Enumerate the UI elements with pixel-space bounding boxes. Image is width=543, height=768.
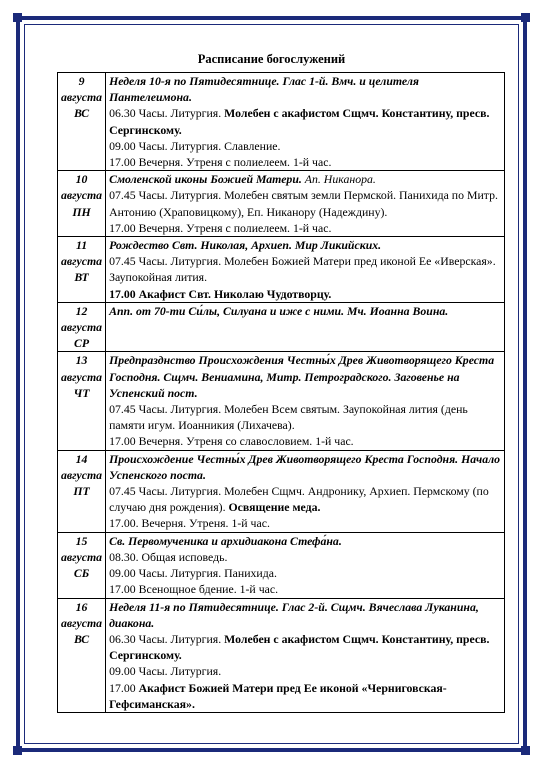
date-weekday: ВТ (74, 270, 89, 285)
service-text: 17.00 Вечерня. Утреня со славословием. 1-й час. (109, 434, 354, 449)
service-cell (106, 450, 505, 532)
date-cell (58, 171, 106, 237)
service-text: 06.30 Часы. Литургия. (109, 106, 225, 121)
date-month: августа (61, 188, 103, 203)
schedule-row (58, 73, 505, 171)
service-text: 17.00. Вечерня. Утреня. 1-й час. (109, 516, 270, 531)
service-line (109, 401, 501, 433)
service-text: 07.45 Часы. Литургия. Молебен Всем святым. Заупокойная лития (день памяти игум. Иоанникия (Лихачева). (109, 402, 468, 433)
service-highlight: Акафист Божией Матери пред Ее иконой «Черниговская-Гефсиманская». (109, 680, 447, 711)
service-text: 07.45 Часы. Литургия. Молебен Божией Матери пред иконой Ее «Иверская». Заупокойная лития. (109, 254, 496, 285)
date-month: августа (61, 90, 103, 105)
service-text: 09.00 Часы. Литургия. Славление. (109, 138, 281, 153)
service-line (109, 138, 501, 154)
service-text: 17.00 Вечерня. Утреня с полиелеем. 1-й час. (109, 155, 332, 170)
date-day: 12 (75, 303, 88, 318)
feast-title (109, 352, 501, 401)
schedule-row (58, 598, 505, 712)
date-day: 11 (75, 238, 88, 253)
service-text: 07.45 Часы. Литургия. Молебен святым земли Пермской. Панихида по Митр. Антонию (Храповицкому), Еп. Никанору (Надеждину). (109, 188, 498, 219)
border-corner-ornament (521, 746, 530, 755)
date-cell (58, 532, 106, 598)
schedule-row (58, 532, 505, 598)
feast-name: Предпразднство Происхождения Честны́х Древ Животворящего Креста Господня. Сщмч. Вениамина, Митр. Петроградского. Заговенье на Успенский пост. (109, 353, 495, 400)
feast-additional: Ап. Никанора. (301, 172, 376, 187)
feast-title (109, 533, 501, 549)
schedule-table (57, 72, 505, 713)
service-line (109, 286, 501, 302)
service-highlight: Молебен с акафистом Сщмч. Константину, пресв. Сергинскому. (109, 631, 490, 663)
feast-name: Апп. от 70-ти Си́лы, Силуана и иже с ними. Мч. Иоанна Воина. (109, 303, 449, 318)
service-line (109, 549, 501, 565)
date-cell (58, 302, 106, 352)
date-weekday: ПТ (73, 484, 90, 499)
feast-title (109, 303, 501, 319)
service-text: 06.30 Часы. Литургия. (109, 631, 225, 646)
service-cell (106, 598, 505, 712)
date-cell (58, 237, 106, 303)
border-corner-ornament (13, 13, 22, 22)
date-month: августа (61, 467, 103, 482)
schedule-row (58, 237, 505, 303)
service-cell (106, 171, 505, 237)
service-line (109, 663, 501, 679)
date-cell (58, 73, 106, 171)
feast-name: Неделя 10-я по Пятидесятнице. Глас 1-й. Вмч. и целителя Пантелеимона. (109, 74, 419, 105)
service-line (109, 220, 501, 236)
date-month: августа (61, 369, 103, 384)
date-weekday: ЧТ (73, 385, 90, 400)
schedule-row (58, 171, 505, 237)
page-title: Расписание богослужений (197, 52, 346, 66)
feast-title (109, 451, 501, 483)
service-line (109, 631, 501, 663)
feast-name: Рождество Свт. Николая, Архиеп. Мир Ликийских. (109, 238, 382, 253)
service-text: 17.00 Всенощное бдение. 1-й час. (109, 582, 279, 597)
service-text: 17.00 (109, 680, 139, 695)
date-cell (58, 352, 106, 450)
date-weekday: ПН (72, 204, 91, 219)
feast-title (109, 237, 501, 253)
service-cell (106, 532, 505, 598)
feast-name: Происхождение Честны́х Древ Животворящего Креста Господня. Начало Успенского поста. (109, 451, 501, 482)
date-day: 15 (75, 533, 88, 548)
feast-title (109, 599, 501, 631)
service-line (109, 253, 501, 285)
service-cell (106, 73, 505, 171)
feast-title (109, 73, 501, 105)
feast-name: Св. Первомученика и архидиакона Стефа́на. (109, 533, 342, 548)
service-text: 09.00 Часы. Литургия. (109, 664, 222, 679)
service-line (109, 154, 501, 170)
service-text: 17.00 Вечерня. Утреня с полиелеем. 1-й час. (109, 220, 332, 235)
date-day: 13 (75, 353, 88, 368)
date-day: 9 (78, 74, 85, 88)
service-cell (106, 352, 505, 450)
service-highlight: Молебен с акафистом Сщмч. Константину, пресв. Сергинскому. (109, 106, 490, 137)
service-highlight: Освящение меда. (228, 500, 321, 515)
feast-title (109, 171, 501, 187)
service-cell (106, 302, 505, 352)
service-text: 08.30. Общая исповедь. (109, 549, 228, 564)
service-line (109, 515, 501, 531)
date-weekday: ВС (73, 106, 90, 121)
service-line (109, 105, 501, 137)
date-weekday: СР (74, 336, 90, 351)
date-month: августа (61, 615, 103, 630)
feast-name: Неделя 11-я по Пятидесятнице. Глас 2-й. Сщмч. Вячеслава Луканина, диакона. (109, 599, 479, 630)
date-cell (58, 598, 106, 712)
border-corner-ornament (521, 13, 530, 22)
service-cell (106, 237, 505, 303)
schedule-row (58, 352, 505, 450)
date-month: августа (61, 320, 103, 335)
service-line (109, 565, 501, 581)
border-corner-ornament (13, 746, 22, 755)
service-line (109, 581, 501, 597)
date-month: августа (61, 254, 103, 269)
service-line (109, 187, 501, 219)
date-weekday: ВС (73, 631, 90, 646)
date-month: августа (61, 549, 103, 564)
date-day: 14 (75, 451, 88, 466)
service-line (109, 483, 501, 515)
schedule-row (58, 302, 505, 352)
service-line (109, 433, 501, 449)
date-day: 16 (75, 599, 88, 614)
service-highlight: 17.00 Акафист Свт. Николаю Чудотворцу. (109, 286, 332, 301)
date-cell (58, 450, 106, 532)
service-text: 09.00 Часы. Литургия. Панихида. (109, 566, 277, 581)
service-line (109, 680, 501, 712)
schedule-row (58, 450, 505, 532)
date-day: 10 (75, 172, 88, 187)
feast-name: Смоленской иконы Божией Матери. (109, 172, 302, 187)
date-weekday: СБ (73, 566, 90, 581)
service-text: 07.45 Часы. Литургия. Молебен Сщмч. Андронику, Архиеп. Пермскому (по случаю дня рождения). (109, 484, 489, 515)
